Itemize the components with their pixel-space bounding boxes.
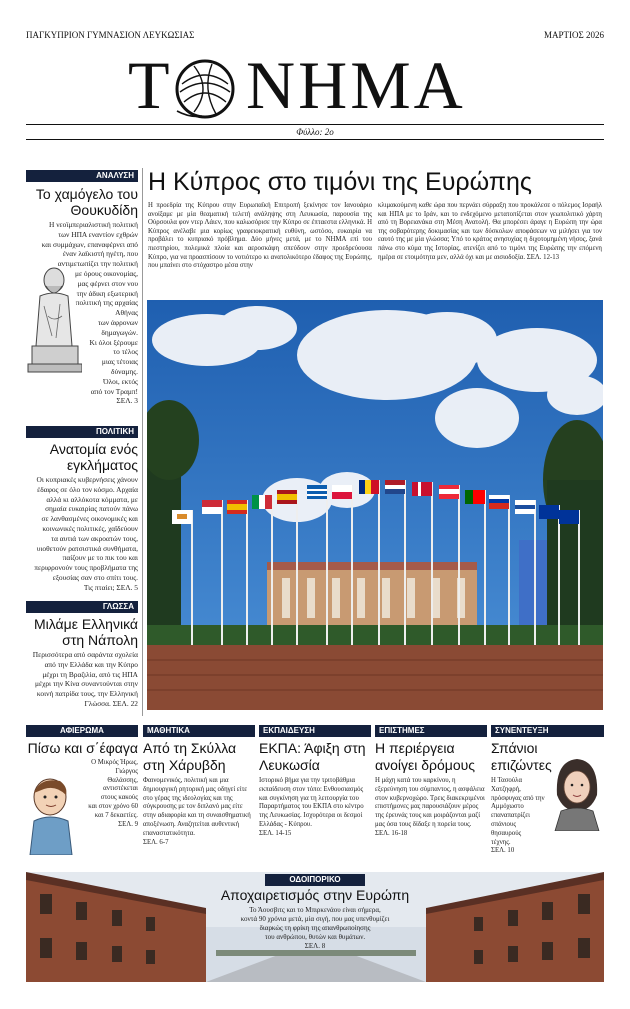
language-title[interactable]: Μιλάμε Ελληνικά στη Νάπολη	[33, 616, 138, 648]
politics-line: εξουσίας σαν στο σπίτι τους.	[52, 572, 138, 582]
masthead-rule-top	[26, 124, 604, 125]
students-body: Φαινομενικός, πολιτική και μια δημιουργική ρητορική μας οδηγεί είτε στο γέρας της ιδεολογίας και της σύγκρουσης με τον διπλανό μας είτε στην αδιαφορία και τη συναισθηματική αποξένωση. Αναζητείται αυθεντική επαναστατικότητα.	[143, 777, 251, 837]
politics-line: σε λανθασμένες οικονομικές και	[41, 514, 138, 524]
kicker-language: ΓΛΩΣΣΑ	[26, 601, 138, 613]
tribute-line: Ο Μικρός Ήρως,	[91, 759, 138, 766]
interview-body	[491, 777, 551, 856]
analysis-line: των ΗΠΑ εναντίον εχθρών	[58, 229, 138, 239]
language-line: μέχρι τη Βραζιλία, από τις ΗΠΑ	[42, 669, 138, 679]
language-body	[26, 650, 138, 709]
analysis-title[interactable]: Το χαμόγελο του Θουκυδίδη	[35, 186, 138, 218]
analysis-line: Η νεοϊμπεριαλιστική πολιτική	[49, 220, 138, 229]
tribute-line: Γιώργος	[115, 767, 138, 775]
travelogue-title[interactable]: Αποχαιρετισμός στην Ευρώπη	[220, 887, 410, 903]
interview-line: θησαυρούς	[491, 829, 522, 837]
analysis-line: των άφρονων	[97, 317, 138, 327]
travelogue-kicker-wrap	[265, 874, 365, 886]
politics-line: κοινωνικές πολιτικές, χαΐδεύουν	[42, 523, 138, 533]
interview-line: Η Τασούλα	[491, 777, 523, 784]
sidebar-analysis	[26, 170, 138, 418]
politics-ref: Τις πταίει; ΣΕΛ. 5	[83, 582, 138, 592]
tribute-line: αντιστέκεται	[103, 785, 138, 793]
lead-photo-flags	[147, 300, 603, 710]
analysis-line: δημαγωγών.	[101, 327, 138, 337]
thucydides-statue-icon	[26, 266, 82, 374]
analysis-line: με όρους οικονομίας,	[74, 268, 138, 278]
politics-line: Οι κυπριακές κυβερνήσεις χάνουν	[36, 475, 138, 484]
analysis-ref: ΣΕΛ. 3	[116, 396, 138, 406]
lead-column-1: Η προεδρία της Κύπρου στην Ευρωπαϊκή Επιτροπή ξεκίνησε τον Ιανουάριο ανοίξαμε με μία θεαματική τελετή ανάληψης στη Λευκωσία, παρουσία της Ούρσουλα φον ντερ Λάιεν, που καλωσόρισε την Κύπρο σε έπταεστα ελληνικά. Η Κύπρος ανέλαβε μια κορίως γραφειοκρατική ευθύνη, ωστόσο, ευκαιρία να προβάλει το κυπριακό πρόβλημα. Δύο μήνες μετά, με το ΝΗΜΑ επί του πιεστηρίου, πολεμικά πλοία και αεροσκάφη σπεύδουν στην προεδρεύουσα Κύπρο, για να προασπίσουν το νοτιότερο κι ανατολικότερο έδαφος της Ευρώπης, που μπαίνει στο στόχαστρο μέσα στην	[148, 202, 372, 270]
interview-line: Χατζηφρή,	[491, 785, 521, 793]
lead-column-2: κλιμακούμενη καθε ώρα που περνάει σύρραξη που προκάλεσε ο πόλεμος Ισραήλ και ΗΠΑ με το Ιράν, και το ενδεχόμενο μετατοπίζεται στον γεωπολιτικό χάρτη από τη Βορειανάκα στη Μέση Ανατολή. Θα μπορέσει άραγε η Ευρώπη την ώρα της σοβαρότερης δοκιμασίας και των δύσκολων αποφάσεων να μιλήσει για τον εαυτό της με μία γλώσσα; Υπό το κράτος ανησυχίας η διχοτομημένη νήσος, ξανά πάνω στο κύμα της Ιστορίας, ατενίζει από το τιμόνι της Ευρώπης την επόμενη ημέρα σε ετοιμότητα μεν, αλλά όχι και με αισιοδοξία. ΣΕΛ. 12-13	[378, 202, 602, 261]
kicker-analysis: ΑΝΑΛΥΣΗ	[26, 170, 138, 182]
analysis-body	[26, 220, 138, 418]
tribute-line: Θαλάσσης,	[107, 776, 138, 784]
interview-title[interactable]: Σπάνιοι επιζώντες	[491, 740, 552, 773]
issue-date: ΜΑΡΤΙΟΣ 2026	[544, 30, 604, 40]
kicker-travelogue: ΟΔΟΙΠΟΡΙΚΟ	[265, 874, 365, 886]
yarn-logo-icon	[172, 56, 238, 122]
politics-line: σημαία ευκαιρίας πατούν πάνω	[45, 504, 138, 514]
feature-tribute	[26, 725, 138, 829]
travelogue-line: διαρκώς τη φρίκη της απανθρωποίησης	[259, 924, 371, 932]
politics-line: τα αυτιά των ακροατών τους,	[51, 533, 138, 543]
language-line: Περισσότερα από σαράντα σχολεία	[32, 650, 138, 659]
travelogue-line: κοντά 90 χρόνια μετά, μία σιγή, που μας υπενθυμίζει	[240, 915, 390, 923]
analysis-line: μιας τέτοιας	[101, 357, 138, 367]
feature-sciences	[375, 725, 487, 839]
masthead-rule-bottom	[26, 139, 604, 140]
politics-line: έδαφος σε όλο τον κόσμο. Αρχαία	[37, 484, 138, 494]
sidebar-language	[26, 601, 138, 709]
students-title[interactable]: Από τη Σκύλλα στη Χάρυβδη	[143, 740, 237, 773]
kicker-sciences: ΕΠΙΣΤΗΜΕΣ	[375, 725, 487, 737]
kicker-interview: ΣΥΝΕΝΤΕΥΞΗ	[491, 725, 604, 737]
tribute-line: στους κακούς	[100, 794, 138, 802]
interview-line: τέχνης.	[491, 838, 511, 846]
interview-line: Αμμόχωστο επαναπατρίζει σπάνιους	[491, 803, 530, 828]
travelogue-ref: ΣΕΛ. 8	[304, 942, 326, 950]
sidebar-politics	[26, 426, 138, 593]
feature-education	[259, 725, 371, 839]
sciences-body: Η μάχη κατά του καρκίνου, η εξερεύνηση του σύμπαντος, η ασφάλεια στον κυβερνοχώρο. Τρεις διακεκριμένοι επιστήμονες μας παρουσιάζουν μέρος της έρευνάς τους και μοιράζονται μαζί μας όσα τους δίδαξε η πορεία τους.	[375, 777, 485, 828]
tribute-line: και 7 δεκαετίες.	[94, 811, 138, 819]
masthead	[0, 48, 630, 128]
analysis-line: Όλοι, εκτός	[103, 376, 138, 386]
analysis-line: έναν λαϊκιστή ηγέτη, που	[62, 249, 138, 259]
tribute-title[interactable]: Πίσω και σ΄έφαγα	[27, 740, 138, 756]
lead-headline[interactable]: Η Κύπρος στο τιμόνι της Ευρώπης	[148, 168, 532, 196]
boy-hero-illustration-icon	[26, 775, 76, 855]
kicker-education: ΕΚΠΑΙΔΕΥΣΗ	[259, 725, 371, 737]
education-ref: ΣΕΛ. 14-15	[259, 829, 292, 837]
travelogue-body	[176, 906, 454, 951]
analysis-line: από τον Τραμπ!	[90, 386, 138, 396]
tribute-line: και στον χρόνο 60	[88, 802, 138, 810]
analysis-line: μας φέρνει στον νου	[77, 278, 138, 288]
school-name: ΠΑΓΚΥΠΡΙΟΝ ΓΥΜΝΑΣΙΟΝ ΛΕΥΚΩΣΙΑΣ	[26, 30, 195, 40]
language-line: κοινή πατρίδα τους, την Ελληνική	[36, 689, 138, 699]
analysis-line: Κι όλοι ξέρουμε	[89, 337, 138, 347]
feature-interview	[491, 725, 604, 856]
analysis-line: την άδικη εξωτερική	[76, 288, 138, 298]
sciences-ref: ΣΕΛ. 16-18	[375, 829, 408, 837]
kicker-politics: ΠΟΛΙΤΙΚΗ	[26, 426, 138, 438]
analysis-line: Αθήνας	[115, 308, 138, 318]
woman-portrait-icon	[551, 755, 603, 831]
analysis-line: αντιμετωπίζει την πολιτική	[57, 259, 138, 269]
politics-line: αλλά κι αλλόκοτα κόμματα, με	[46, 494, 138, 504]
analysis-line: πολιτική της αρχαίας	[75, 298, 138, 308]
politics-line: υιοθετούν ρατσιστικά συνθήματα,	[36, 543, 138, 553]
analysis-line: και συμμάχων, επαναφέρνει από	[41, 239, 138, 249]
sciences-title[interactable]: Η περιέργεια ανοίγει δρόμους	[375, 740, 476, 773]
students-ref: ΣΕΛ. 6-7	[143, 838, 169, 846]
issue-number: Φύλλο: 2ο	[296, 127, 334, 137]
travelogue-banner	[26, 872, 604, 982]
politics-title[interactable]: Ανατομία ενός εγκλήματος	[49, 441, 138, 473]
interview-line: πρόσφυγας από την	[491, 794, 545, 802]
tribute-ref: ΣΕΛ. 9	[118, 820, 138, 828]
politics-body	[26, 475, 138, 593]
masthead-title: ΝΗΜΑ	[246, 47, 466, 123]
column-divider	[142, 168, 143, 716]
travelogue-line: Το Άουσβιτς και το Μπιρκενάου είναι σήμερα,	[249, 906, 381, 914]
education-body: Ιστορικό βήμα για την τριτοβάθμια εκπαίδευση στον τόπο: Ενθουσιασμός και συγκίνηση για τη λειτουργία του Παραρτήματος του ΕΚΠΑ στο κέντρο της Λευκωσίας. Ισχυρότερα οι δεσμοί Ελλάδας - Κύπρου.	[259, 777, 364, 828]
politics-line: περιφρονούν τους προβλήματα της	[34, 563, 138, 573]
travelogue-line: του ανθρώπου, θυτών και θυμάτων.	[264, 933, 366, 941]
masthead-letter: Τ	[128, 47, 170, 123]
analysis-line: το τέλος	[113, 347, 138, 357]
politics-line: παίζουν με το πικ του και	[62, 553, 138, 563]
language-line: από την Ελλάδα και την Κύπρο	[44, 659, 138, 669]
language-line: Γλώσσα. ΣΕΛ. 22	[84, 698, 138, 708]
analysis-line: δύναμης.	[111, 366, 138, 376]
language-line: μέχρι την Κίνα συναντούνται στην	[35, 679, 138, 689]
education-title[interactable]: ΕΚΠΑ: Άφιξη στη Λευκωσία	[259, 740, 366, 773]
interview-ref: ΣΕΛ. 10	[491, 847, 515, 855]
kicker-tribute: ΑΦΙΕΡΩΜΑ	[26, 725, 138, 737]
kicker-students: ΜΑΘΗΤΙΚΑ	[143, 725, 255, 737]
feature-students	[143, 725, 255, 847]
